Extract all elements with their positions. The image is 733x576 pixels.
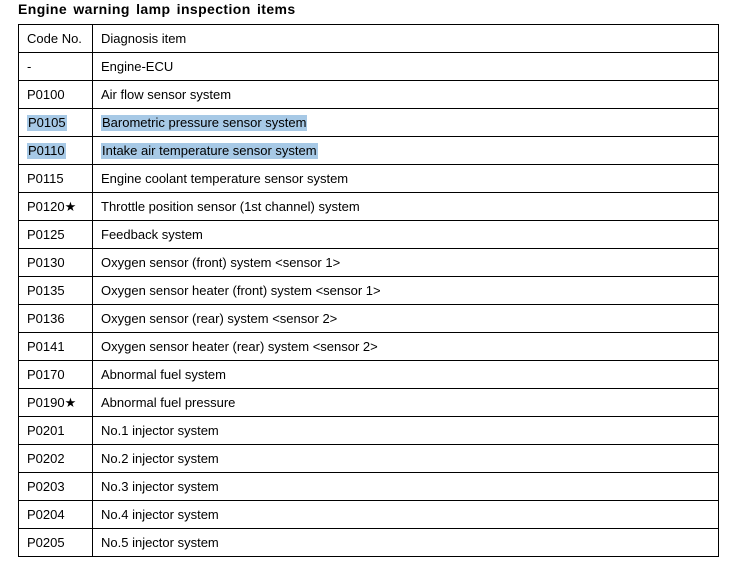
- code-cell: [19, 221, 93, 249]
- diagnosis-cell: [93, 53, 719, 81]
- table-row: [19, 221, 719, 249]
- code-cell: [19, 305, 93, 333]
- diagnosis-cell: [93, 137, 719, 165]
- diagnosis-text: No.4 injector system: [101, 507, 219, 522]
- table-row: [19, 137, 719, 165]
- code-cell: [19, 333, 93, 361]
- code-cell: [19, 501, 93, 529]
- diagnosis-text: Intake air temperature sensor system: [102, 143, 317, 158]
- code-cell: [19, 249, 93, 277]
- table-row: [19, 501, 719, 529]
- table-row: [19, 277, 719, 305]
- code-text: P0110: [28, 143, 65, 158]
- code-text: P0135: [27, 283, 65, 298]
- diagnosis-cell: [93, 333, 719, 361]
- diagnosis-cell: [93, 501, 719, 529]
- table-row: [19, 109, 719, 137]
- diagnosis-cell: [93, 165, 719, 193]
- code-cell: [19, 165, 93, 193]
- diagnosis-text: Throttle position sensor (1st channel) system: [101, 199, 360, 214]
- table-row: [19, 249, 719, 277]
- diagnosis-text: Engine coolant temperature sensor system: [101, 171, 349, 186]
- diagnosis-cell: [93, 305, 719, 333]
- diagnosis-text: No.1 injector system: [101, 423, 219, 438]
- table-row: [19, 193, 719, 221]
- diagnosis-text: Engine-ECU: [101, 59, 174, 74]
- code-cell: [19, 473, 93, 501]
- diagnosis-cell: [93, 109, 719, 137]
- diagnosis-text: No.2 injector system: [101, 451, 219, 466]
- code-text: P0136: [27, 311, 65, 326]
- code-text: P0125: [27, 227, 65, 242]
- table-row: [19, 361, 719, 389]
- diagnosis-cell: [93, 277, 719, 305]
- diagnosis-cell: [93, 389, 719, 417]
- code-text: P0120★: [27, 199, 77, 214]
- diagnosis-cell: [93, 81, 719, 109]
- table-row: [19, 473, 719, 501]
- table-row: [19, 417, 719, 445]
- table-row: [19, 389, 719, 417]
- code-cell: [19, 109, 93, 137]
- diagnosis-text: Oxygen sensor heater (rear) system <sensor 2>: [101, 339, 378, 354]
- code-cell: [19, 361, 93, 389]
- diagnosis-text: No.5 injector system: [101, 535, 219, 550]
- code-text: P0205: [27, 535, 65, 550]
- diagnosis-cell: [93, 361, 719, 389]
- code-cell: [19, 53, 93, 81]
- inspection-items-table: [18, 24, 719, 557]
- code-cell: [19, 389, 93, 417]
- diagnosis-text: Oxygen sensor heater (front) system <sensor 1>: [101, 283, 381, 298]
- code-text: P0170: [27, 367, 65, 382]
- table-row: [19, 81, 719, 109]
- diagnosis-text: Barometric pressure sensor system: [102, 115, 307, 130]
- diagnosis-text: Abnormal fuel pressure: [101, 395, 236, 410]
- diagnosis-cell: [93, 193, 719, 221]
- diagnosis-cell: [93, 249, 719, 277]
- diagnosis-text: Abnormal fuel system: [101, 367, 226, 382]
- diagnosis-text: Oxygen sensor (front) system <sensor 1>: [101, 255, 341, 270]
- code-text: P0130: [27, 255, 65, 270]
- diagnosis-cell: [93, 221, 719, 249]
- diagnosis-text: Air flow sensor system: [101, 87, 232, 102]
- code-cell: [19, 529, 93, 557]
- diagnosis-text: Feedback system: [101, 227, 203, 242]
- header-code-no: Code No.: [19, 25, 93, 53]
- table-row: [19, 529, 719, 557]
- table-row: [19, 333, 719, 361]
- header-diagnosis-item: Diagnosis item: [93, 25, 719, 53]
- code-cell: [19, 137, 93, 165]
- diagnosis-text: Oxygen sensor (rear) system <sensor 2>: [101, 311, 338, 326]
- table-row: [19, 165, 719, 193]
- code-cell: [19, 193, 93, 221]
- diagnosis-text: No.3 injector system: [101, 479, 219, 494]
- table-header-row: [19, 25, 719, 53]
- code-cell: [19, 417, 93, 445]
- diagnosis-cell: [93, 529, 719, 557]
- diagnosis-cell: [93, 473, 719, 501]
- code-cell: [19, 445, 93, 473]
- table-row: [19, 305, 719, 333]
- diagnosis-cell: [93, 417, 719, 445]
- code-text: P0201: [27, 423, 65, 438]
- code-text: P0105: [28, 115, 66, 130]
- code-text: -: [27, 59, 32, 74]
- code-cell: [19, 81, 93, 109]
- table-row: [19, 53, 719, 81]
- table-row: [19, 445, 719, 473]
- diagnosis-cell: [93, 445, 719, 473]
- code-text: P0190★: [27, 395, 77, 410]
- code-text: P0141: [27, 339, 65, 354]
- code-text: P0203: [27, 479, 65, 494]
- code-cell: [19, 277, 93, 305]
- code-text: P0202: [27, 451, 65, 466]
- code-text: P0100: [27, 87, 65, 102]
- page-title: Engine warning lamp inspection items: [18, 1, 296, 17]
- code-text: P0204: [27, 507, 65, 522]
- code-text: P0115: [27, 171, 64, 186]
